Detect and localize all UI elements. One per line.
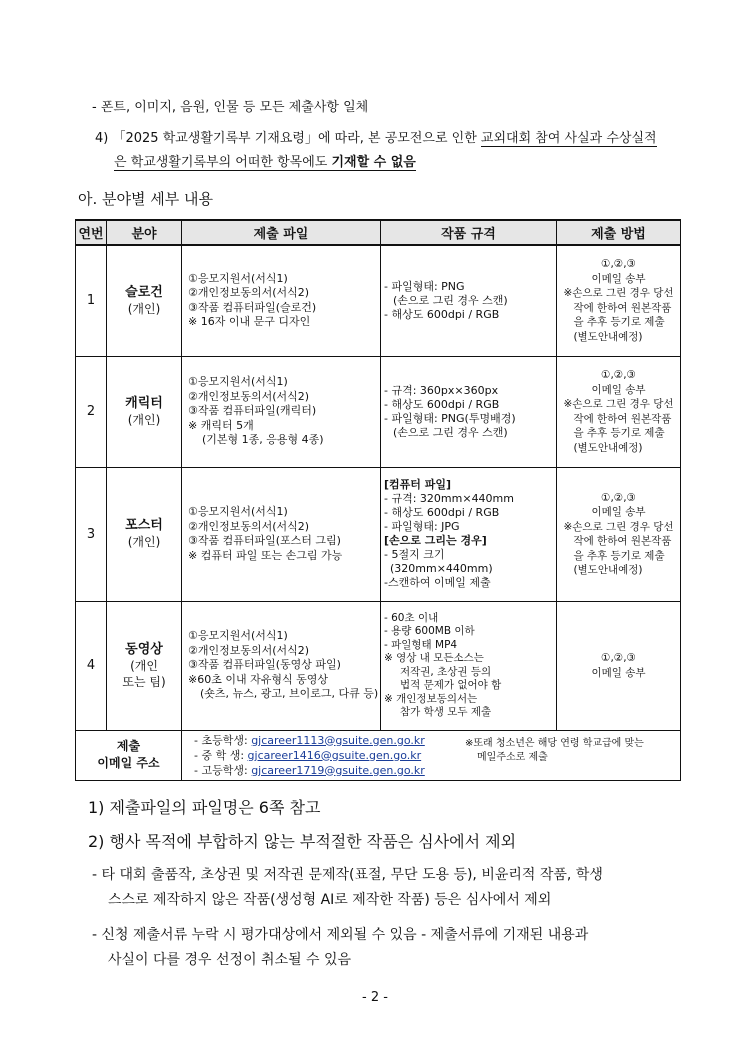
row-spec <box>381 601 557 730</box>
item-4-line1 <box>95 127 657 146</box>
file-note: ※60초 이내 자유형식 동영상 <box>188 672 328 686</box>
method-item: 을 추후 등기로 제출 <box>573 316 665 329</box>
email-link[interactable]: gjcareer1719@gsuite.gen.go.kr <box>251 763 425 777</box>
file-note: ※ 캐릭터 5개 <box>188 418 254 432</box>
file-item: ③작품 컴퓨터파일(포스터 그림) <box>188 534 341 547</box>
header-field: 분야 <box>107 220 182 245</box>
email-row <box>76 730 681 780</box>
row-files <box>182 467 381 601</box>
field-sub: (개인) <box>127 535 161 549</box>
item-4-underlined: 교외대회 참여 사실과 수상실적 <box>480 131 657 146</box>
row-method <box>557 245 681 356</box>
method-item: ※손으로 그린 경우 당선 <box>563 398 674 410</box>
field-name: 포스터 <box>125 518 163 533</box>
method-item: ※손으로 그린 경우 당선 <box>563 520 674 533</box>
spec-item: - 5절지 크기 <box>384 548 445 561</box>
row-method <box>557 356 681 467</box>
file-item: ③작품 컴퓨터파일(캐릭터) <box>188 404 317 418</box>
row-spec <box>381 245 557 356</box>
header-spec: 작품 규격 <box>381 220 557 245</box>
method-item: 을 추후 등기로 제출 <box>573 549 665 562</box>
method-item: ①,②,③ <box>601 369 636 381</box>
email-label: 제출 <box>116 739 141 753</box>
row-files <box>182 356 381 467</box>
note-exclusion: 2) 행사 목적에 부합하지 않는 부적절한 작품은 심사에서 제외 <box>88 832 517 851</box>
field-sub: (개인 <box>130 658 158 673</box>
table-row <box>76 601 681 730</box>
method-item: 작에 한하여 원본작품 <box>573 412 672 425</box>
table-row <box>76 467 681 601</box>
email-note <box>465 737 644 765</box>
spec-item: - 규격: 360px×360px <box>384 383 499 397</box>
field-name: 동영상 <box>125 641 163 657</box>
file-note: ※ 16자 이내 문구 디자인 <box>188 315 311 329</box>
spec-item: (손으로 그린 경우 스캔) <box>393 293 508 307</box>
email-prefix: - 중 학 생: <box>194 748 248 762</box>
spec-heading: [컴퓨터 파일] <box>384 478 452 491</box>
page-number: - 2 - <box>362 990 388 1005</box>
header-no: 연번 <box>76 220 107 245</box>
spec-item: - 해상도 600dpi / RGB <box>384 506 500 519</box>
note-missing-docs-2: 사실이 다를 경우 선정이 취소될 수 있음 <box>108 952 352 968</box>
note-exclusion-detail-1: - 타 대회 출품작, 초상권 및 저작권 문제작(표절, 무단 도용 등), 비윤리적 작품, 학생 <box>92 867 603 883</box>
spec-item: - 용량 600MB 이하 <box>384 625 475 637</box>
table-header-row <box>76 220 681 245</box>
method-item: ①,②,③ <box>601 652 636 664</box>
spec-heading: [손으로 그리는 경우] <box>384 534 487 547</box>
table-row <box>76 356 681 467</box>
method-item: ※손으로 그린 경우 당선 <box>563 287 674 300</box>
file-item: ③작품 컴퓨터파일(동영상 파일) <box>188 658 341 672</box>
spec-item: ※ 개인정보동의서는 <box>384 692 478 705</box>
file-item: ①응모지원서(서식1) <box>188 271 288 285</box>
file-item: ③작품 컴퓨터파일(슬로건) <box>188 300 317 314</box>
file-item: ①응모지원서(서식1) <box>188 629 288 643</box>
email-link[interactable]: gjcareer1113@gsuite.gen.go.kr <box>251 733 425 747</box>
note-filename: 1) 제출파일의 파일명은 6쪽 참고 <box>88 798 321 817</box>
row-spec <box>381 467 557 601</box>
row-field <box>107 467 182 601</box>
spec-item: - 60초 이내 <box>384 611 439 624</box>
note-exclusion-detail-2: 스스로 제작하지 않은 작품(생성형 AI로 제작한 작품) 등은 심사에서 제외 <box>108 892 552 908</box>
row-files <box>182 601 381 730</box>
row-method <box>557 467 681 601</box>
table-row <box>76 245 681 356</box>
method-item: ①,②,③ <box>601 491 636 504</box>
email-label: 이메일 주소 <box>97 756 160 770</box>
email-item <box>194 763 680 778</box>
method-item: (별도안내예정) <box>573 564 643 576</box>
method-item: 작에 한하여 원본작품 <box>573 535 672 547</box>
email-note-line: 메일주소로 제출 <box>477 751 548 763</box>
row-number: 2 <box>76 356 107 467</box>
row-method <box>557 601 681 730</box>
method-item: 을 추후 등기로 제출 <box>573 427 665 439</box>
field-sub: 또는 팀) <box>122 674 166 689</box>
file-item: ①응모지원서(서식1) <box>188 505 288 518</box>
method-item: 작에 한하여 원본작품 <box>573 301 672 314</box>
method-item: 이메일 송부 <box>591 666 646 679</box>
file-item: ①응모지원서(서식1) <box>188 375 288 389</box>
method-item: 이메일 송부 <box>591 383 646 396</box>
row-field <box>107 245 182 356</box>
row-spec <box>381 356 557 467</box>
file-item: ②개인정보동의서(서식2) <box>188 643 310 657</box>
email-prefix: - 고등학생: <box>194 763 252 777</box>
file-item: ②개인정보동의서(서식2) <box>188 519 310 533</box>
spec-item: (손으로 그린 경우 스캔) <box>393 425 508 439</box>
section-title: 아. 분야별 세부 내용 <box>78 190 213 208</box>
file-note: (숏츠, 뉴스, 광고, 브이로그, 다큐 등) <box>200 687 379 701</box>
method-item: (별도안내예정) <box>573 330 643 343</box>
field-sub: (개인) <box>127 301 161 316</box>
item-4-bold: 기재할 수 없음 <box>331 155 416 170</box>
header-method: 제출 방법 <box>557 220 681 245</box>
row-number: 4 <box>76 601 107 730</box>
email-note-line: ※또래 청소년은 해당 연령 학교급에 맞는 <box>465 737 644 749</box>
item-4-cont: 은 학교생활기록부의 어떠한 항목에도 <box>114 155 332 170</box>
spec-item: - 파일형태: PNG(투명배경) <box>384 411 516 425</box>
spec-item: 법적 문제가 없어야 함 <box>400 679 502 691</box>
spec-item: - 규격: 320mm×440mm <box>384 492 514 505</box>
row-number: 3 <box>76 467 107 601</box>
field-sub: (개인) <box>127 412 161 427</box>
row-number: 1 <box>76 245 107 356</box>
file-note: (기본형 1종, 응용형 4종) <box>202 433 324 447</box>
file-note: ※ 컴퓨터 파일 또는 손그림 가능 <box>188 548 343 562</box>
spec-item: 저작권, 초상권 등의 <box>400 665 492 678</box>
spec-item: 참가 학생 모두 제출 <box>400 706 492 718</box>
submission-table <box>75 219 681 781</box>
bullet-all-submissions: - 폰트, 이미지, 음원, 인물 등 모든 제출사항 일체 <box>92 100 369 115</box>
spec-item: - 해상도 600dpi / RGB <box>384 397 500 411</box>
file-item: ②개인정보동의서(서식2) <box>188 286 310 300</box>
row-field <box>107 356 182 467</box>
spec-item: - 파일형태 MP4 <box>384 638 458 651</box>
email-list <box>182 730 681 780</box>
method-item: (별도안내예정) <box>573 441 643 454</box>
spec-item: - 파일형태: JPG <box>384 520 460 533</box>
spec-item: ※ 영상 내 모든소스는 <box>384 652 484 664</box>
spec-item: - 해상도 600dpi / RGB <box>384 307 500 321</box>
header-files: 제출 파일 <box>182 220 381 245</box>
method-item: ①,②,③ <box>601 258 636 271</box>
note-missing-docs-1: - 신청 제출서류 누락 시 평가대상에서 제외될 수 있음 - 제출서류에 기재된 내용과 <box>92 927 589 943</box>
email-prefix: - 초등학생: <box>194 733 252 747</box>
spec-item: - 파일형태: PNG <box>384 279 465 293</box>
item-4-text: 4) 「2025 학교생활기록부 기재요령」에 따라, 본 공모전으로 인한 <box>95 131 481 146</box>
field-name: 캐릭터 <box>125 395 163 411</box>
spec-item: (320mm×440mm) <box>390 562 493 575</box>
row-files <box>182 245 381 356</box>
method-item: 이메일 송부 <box>591 272 646 285</box>
item-4-line2 <box>114 151 416 170</box>
field-name: 슬로건 <box>125 284 163 300</box>
spec-item: -스캔하여 이메일 제출 <box>384 576 491 589</box>
method-item: 이메일 송부 <box>591 506 646 518</box>
email-link[interactable]: gjcareer1416@gsuite.gen.go.kr <box>247 748 422 762</box>
file-item: ②개인정보동의서(서식2) <box>188 389 310 403</box>
row-field <box>107 601 182 730</box>
email-label-cell <box>76 730 182 780</box>
